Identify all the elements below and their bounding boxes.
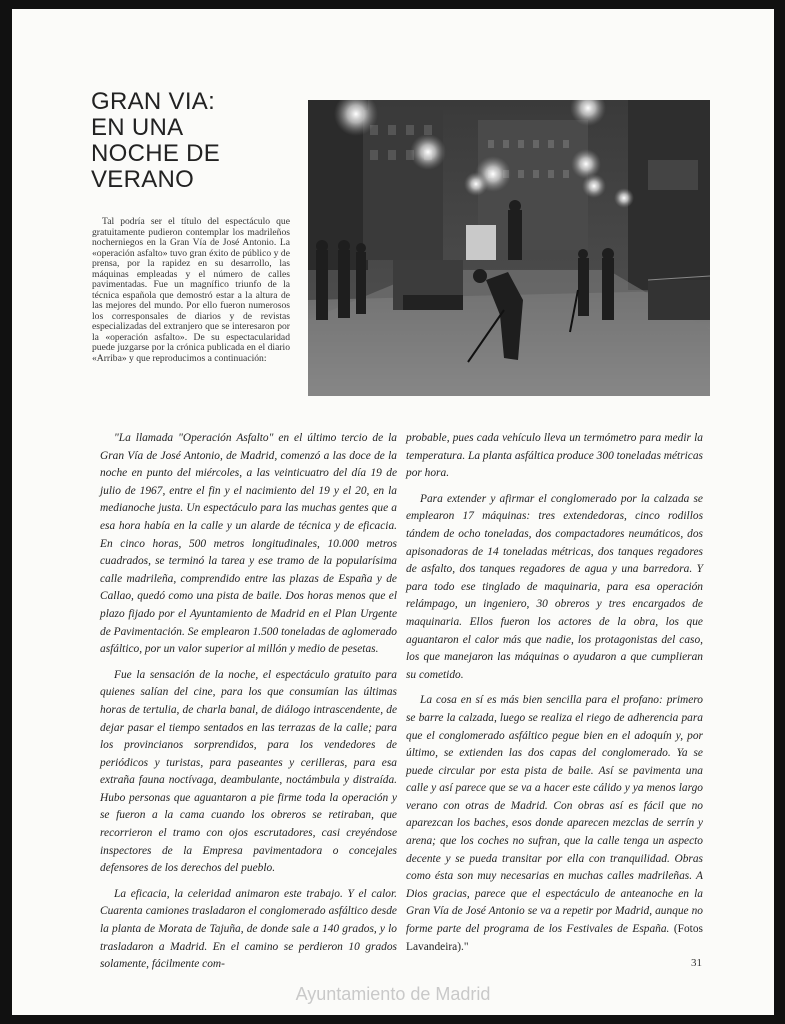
body-paragraph-text: La cosa en sí es más bien sencilla para el profano: primero se barre la calzada, luego se realiza el riego de adherencia para que el conglomerado asfáltico pegue bien en el adoquín y, por último, se extienden las dos capas del conglomerado. Ya se puede circular por esta pista de baile. Así se pavimenta una calle y así parece que se va a hacer este cálido y ya menos largo verano con otras de Madrid. Con obras así es fácil que no aparezcan los baches, esos donde aparecen mezclas de serrín y arena; que los coches no sufran, que la calle tenga un aspecto decente y se pueda transitar por ella con tranquilidad. Obras como ésta son muy necesarias en muchas calles madrileñas. A Dios gracias, parece que el espectáculo de anteanoche en la Gran Vía de José Antonio se va a repetir por Madrid, aunque no forme parte del programa de los Festivales de España.: [406, 694, 703, 936]
body-paragraph: Para extender y afirmar el conglomerado por la calzada se emplearon 17 máquinas: tres extendedoras, cinco rodillos tándem de ocho toneladas, dos compactadores neumáticos, dos apisonadoras de 14 toneladas métricas, dos tanques regadores de asfalto, dos tanques regadores de agua y una barredora. Y para todo ese tinglado de maquinaria, para esa operación relámpago, un ingeniero, 30 obreros y tres encargados de maquinaria. Ellos fueron los actores de la obra, los que aguantaron el calor más que nadie, los protagonistas del caso, los que manejaron las máquinas o ayudaron a que cumplieran su cometido.: [406, 492, 703, 681]
body-paragraph: [406, 692, 703, 956]
body-paragraph: La eficacia, la celeridad animaron este trabajo. Y el calor. Cuarenta camiones trasladaron el conglomerado asfáltico desde la planta de Morata de Tajuña, de donde sale a 140 grados, y lo trasladaron a Madrid. En el camino se perdieron 10 grados solamente, fácilmente com-: [100, 887, 397, 971]
title-line: EN UNA: [91, 114, 184, 141]
body-paragraph: "La llamada "Operación Asfalto" en el último tercio de la Gran Vía de José Antonio, de Madrid, comenzó a las doce de la noche en punto del miércoles, a las veinticuatro del día 19 de julio de 1967, entre el fin y el nacimiento del 19 y el 20, en la medianoche justa. Un espectáculo para las muchas gentes que a esa hora había en la calle y un alarde de técnica y de eficacia. En cinco horas, 500 metros longitudinales, 10.000 metros cuadrados, se terminó la tarea y ese tramo de la popularísima calle madrileña, comprendido entre las plazas de España y de Callao, quedó como una pista de baile. Dos horas menos que el plazo fijado por el Ayuntamiento de Madrid en el Plan Urgente de Pavimentación. Se emplearon 1.500 toneladas de aglomerado asfáltico, por un valor superior al millón y medio de pesetas.: [100, 432, 397, 656]
article-title: [91, 89, 291, 193]
article-column-right: [406, 430, 703, 964]
title-line: GRAN VIA:: [91, 88, 216, 115]
body-paragraph: Fue la sensación de la noche, el espectáculo gratuito para quienes salían del cine, para los que consumían las últimas horas de tertulia, de charla banal, de diálogo intrascendente, de dejar pasar el tiempo sentados en las terrazas de la calle; para los provincianos sorprendidos, para los vendedores de periódicos y turistas, para paseantes y cerilleras, para esa extraña fauna noctívaga, deambulante, noctámbula y distraída. Hubo personas que aguantaron a pie firme toda la operación y se fueron a la cama cuando los obreros se retiraban, que recorrieron el tramo con ojos escrutadores, casi creyéndose inspectores de la Empresa pavimentadora o concejales defensores de los derechos del pueblo.: [100, 668, 397, 875]
intro-paragraph: Tal podría ser el título del espectáculo que gratuitamente pudieron contemplar los madrileños nocherniegos en la Gran Vía de José Antonio. La «operación asfalto» tuvo gran éxito de público y de prensa, por la rapidez en su desarrollo, las máquinas empleadas y el número de calles pavimentadas. Fue un magnífico triunfo de la técnica española que demostró estar a la altura de las mejores del mundo. Por ello fueron numerosos los corresponsales de diarios y de revistas especializadas del extranjero que se interesaron por la «operación asfalto». De su espectacularidad puede juzgarse por la crónica publicada en el diario «Arriba» y que reproducimos a continuación:: [92, 216, 290, 364]
title-line: VERANO: [91, 166, 195, 193]
magazine-page: [12, 9, 774, 1015]
body-paragraph-continued: probable, pues cada vehículo lleva un termómetro para medir la temperatura. La planta asfáltica produce 300 toneladas métricas por hora.: [406, 432, 703, 480]
title-line: NOCHE DE: [91, 140, 221, 167]
photo-credit: (Fotos Lavandeira).": [406, 923, 703, 953]
archive-watermark: Ayuntamiento de Madrid: [295, 984, 491, 1004]
page-number: 31: [691, 957, 702, 969]
article-column-left: [100, 430, 397, 982]
street-paving-photo: [308, 100, 710, 396]
night-street-scene-image: [308, 100, 710, 396]
